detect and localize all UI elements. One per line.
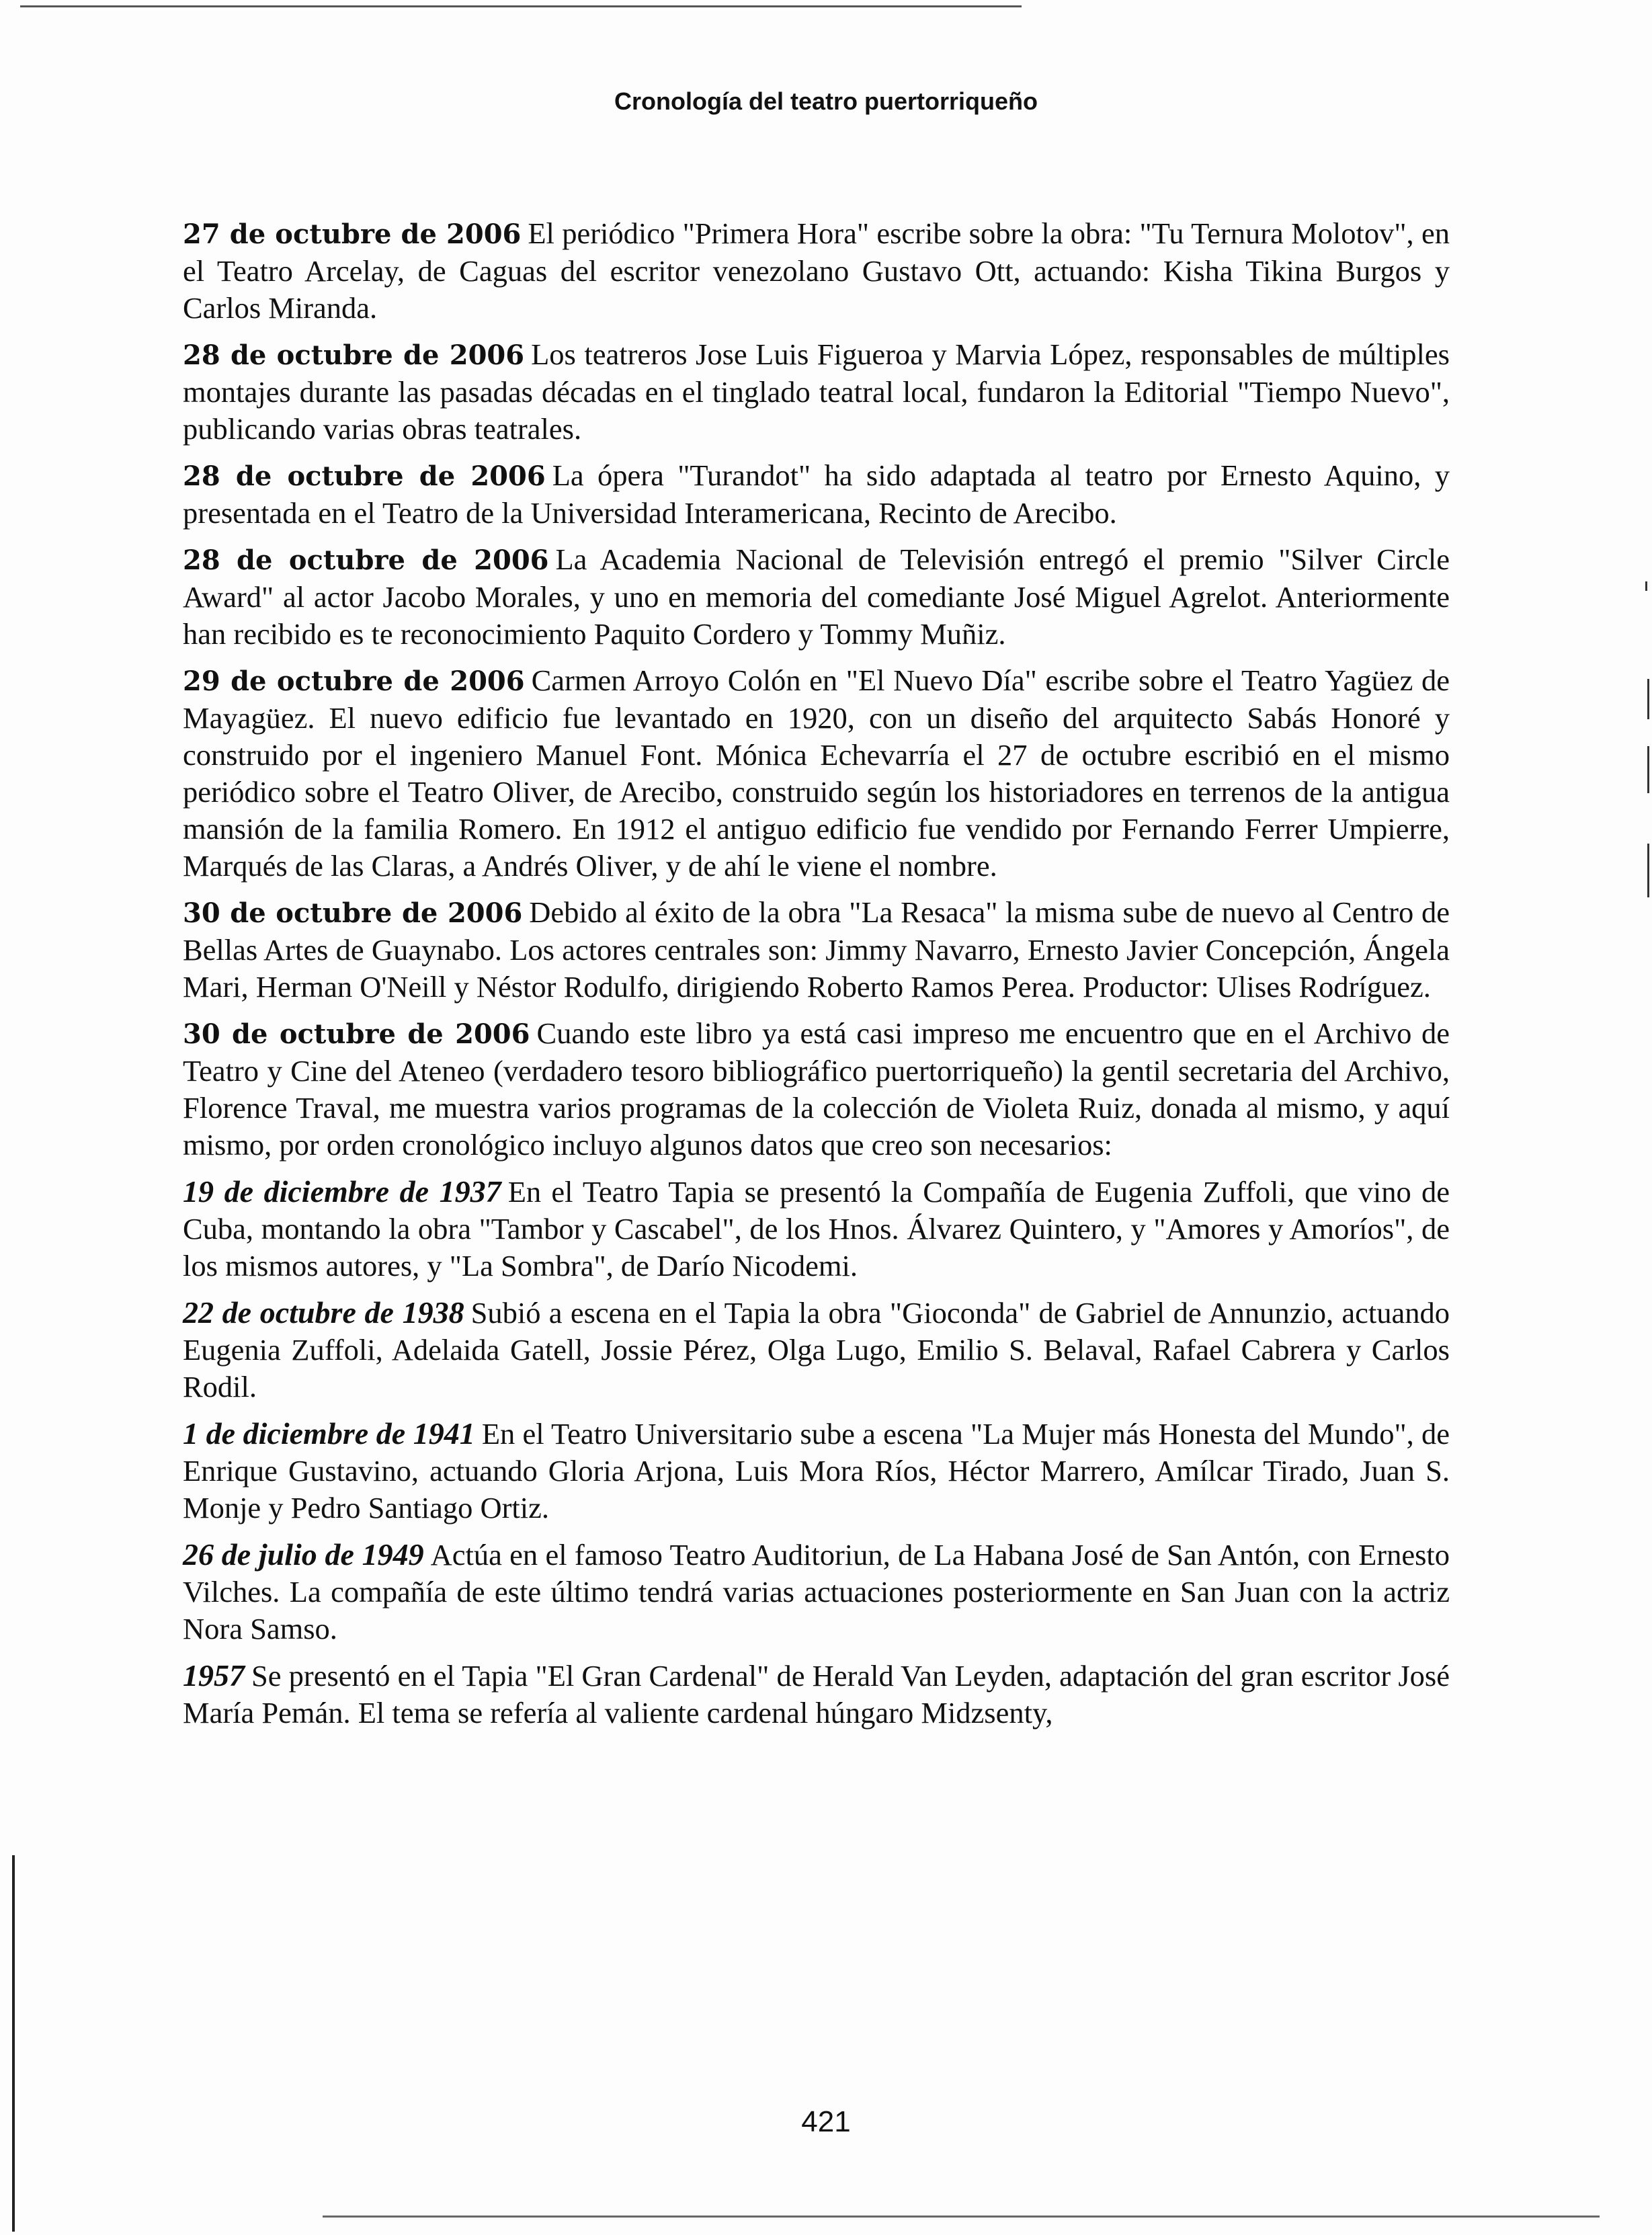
chronology-entry (183, 1173, 1450, 1285)
entry-date: 28 de octubre de 2006 (183, 544, 549, 576)
bottom-scan-rule (323, 2216, 1600, 2218)
entry-text: Se presentó en el Tapia "El Gran Cardenal" de Herald Van Leyden, adaptación del gran escritor José María Pemán. El tema se refería al valiente cardenal húngaro Midzsenty, (183, 1659, 1450, 1730)
chronology-entry (183, 457, 1450, 532)
entry-text: El periódico "Primera Hora" escribe sobre la obra: "Tu Ternura Molotov", en el Teatro Arcelay, de Caguas del escritor venezolano Gustavo Ott, actuando: Kisha Tikina Burgos y Carlos Miranda. (183, 216, 1450, 325)
chronology-entry (183, 662, 1450, 885)
entry-date: 29 de octubre de 2006 (183, 665, 525, 697)
entry-text: La ópera "Turandot" ha sido adaptada al teatro por Ernesto Aquino, y presentada en el Teatro de la Universidad Interamericana, Recinto de Arecibo. (183, 458, 1450, 530)
running-header: Cronología del teatro puertorriqueño (614, 87, 1038, 115)
entry-date: 28 de octubre de 2006 (183, 460, 546, 492)
entry-date: 26 de julio de 1949 (183, 1537, 424, 1572)
entry-date: 30 de octubre de 2006 (183, 897, 523, 929)
scan-mark (1645, 581, 1647, 591)
entry-date: 27 de octubre de 2006 (183, 218, 522, 250)
scan-mark (1647, 746, 1649, 793)
entry-text: Debido al éxito de la obra "La Resaca" la misma sube de nuevo al Centro de Bellas Artes de Guaynabo. Los actores centrales son: Jimmy Navarro, Ernesto Javier Concepción, Ángela Mari, Herman O'Neill y Néstor Rodulfo, dirigiendo Roberto Ramos Perea. Productor: Ulises Rodríguez. (183, 895, 1450, 1004)
chronology-entry (183, 541, 1450, 653)
entry-date: 22 de octubre de 1938 (183, 1295, 464, 1330)
chronology-entry (183, 336, 1450, 448)
entry-date: 1 de diciembre de 1941 (183, 1416, 475, 1451)
entry-text: La Academia Nacional de Televisión entregó el premio "Silver Circle Award" al actor Jacobo Morales, y uno en memoria del comediante José Miguel Agrelot. Anteriormente han recibido es te reconocimiento Paquito Cordero y Tommy Muñiz. (183, 542, 1450, 651)
top-scan-rule (20, 5, 1022, 7)
page-number: 421 (801, 2105, 851, 2138)
chronology-entry (183, 894, 1450, 1006)
entry-text: Subió a escena en el Tapia la obra "Gioconda" de Gabriel de Annunzio, actuando Eugenia Zuffoli, Adelaida Gatell, Jossie Pérez, Olga Lugo, Emilio S. Belaval, Rafael Cabrera y Carlos Rodil. (183, 1296, 1450, 1404)
chronology-entry (183, 1536, 1450, 1648)
chronology-body (183, 215, 1450, 1741)
chronology-entry (183, 1294, 1450, 1406)
entry-date: 1957 (183, 1658, 245, 1693)
entry-text: Cuando este libro ya está casi impreso me encuentro que en el Archivo de Teatro y Cine del Ateneo (verdadero tesoro bibliográfico puertorriqueño) la gentil secretaria del Archivo, Florence Traval, me muestra varios programas de la colección de Violeta Ruiz, donada al mismo, y aquí mismo, por orden cronológico incluyo algunos datos que creo son necesarios: (183, 1016, 1450, 1162)
scan-mark (1647, 679, 1649, 719)
chronology-entry (183, 215, 1450, 327)
scan-mark (1647, 844, 1649, 897)
entry-text: En el Teatro Universitario sube a escena "La Mujer más Honesta del Mundo", de Enrique Gustavino, actuando Gloria Arjona, Luis Mora Ríos, Héctor Marrero, Amílcar Tirado, Juan S. Monje y Pedro Santiago Ortiz. (183, 1417, 1450, 1525)
left-scan-edge (12, 1855, 15, 2232)
chronology-entry (183, 1015, 1450, 1164)
entry-date: 30 de octubre de 2006 (183, 1018, 530, 1050)
entry-text: Actúa en el famoso Teatro Auditoriun, de La Habana José de San Antón, con Ernesto Vilches. La compañía de este último tendrá varias actuaciones posteriormente en San Juan con la actriz Nora Samso. (183, 1538, 1450, 1645)
entry-text: Carmen Arroyo Colón en "El Nuevo Día" escribe sobre el Teatro Yagüez de Mayagüez. El nuevo edificio fue levantado en 1920, con un diseño del arquitecto Sabás Honoré y construido por el ingeniero Manuel Font. Mónica Echevarría el 27 de octubre escribió en el mismo periódico sobre el Teatro Oliver, de Arecibo, construido según los historiadores en terrenos de la antigua mansión de la familia Romero. En 1912 el antiguo edificio fue vendido por Fernando Ferrer Umpierre, Marqués de las Claras, a Andrés Oliver, y de ahí le viene el nombre. (183, 663, 1450, 883)
entry-text: Los teatreros Jose Luis Figueroa y Marvia López, responsables de múltiples montajes durante las pasadas décadas en el tinglado teatral local, fundaron la Editorial "Tiempo Nuevo", publicando varias obras teatrales. (183, 337, 1450, 446)
chronology-entry (183, 1415, 1450, 1527)
entry-date: 19 de diciembre de 1937 (183, 1174, 501, 1209)
entry-text: En el Teatro Tapia se presentó la Compañía de Eugenia Zuffoli, que vino de Cuba, montando la obra "Tambor y Cascabel", de los Hnos. Álvarez Quintero, y "Amores y Amoríos", de los mismos autores, y "La Sombra", de Darío Nicodemi. (183, 1175, 1450, 1283)
entry-date: 28 de octubre de 2006 (183, 339, 525, 371)
chronology-entry (183, 1657, 1450, 1732)
